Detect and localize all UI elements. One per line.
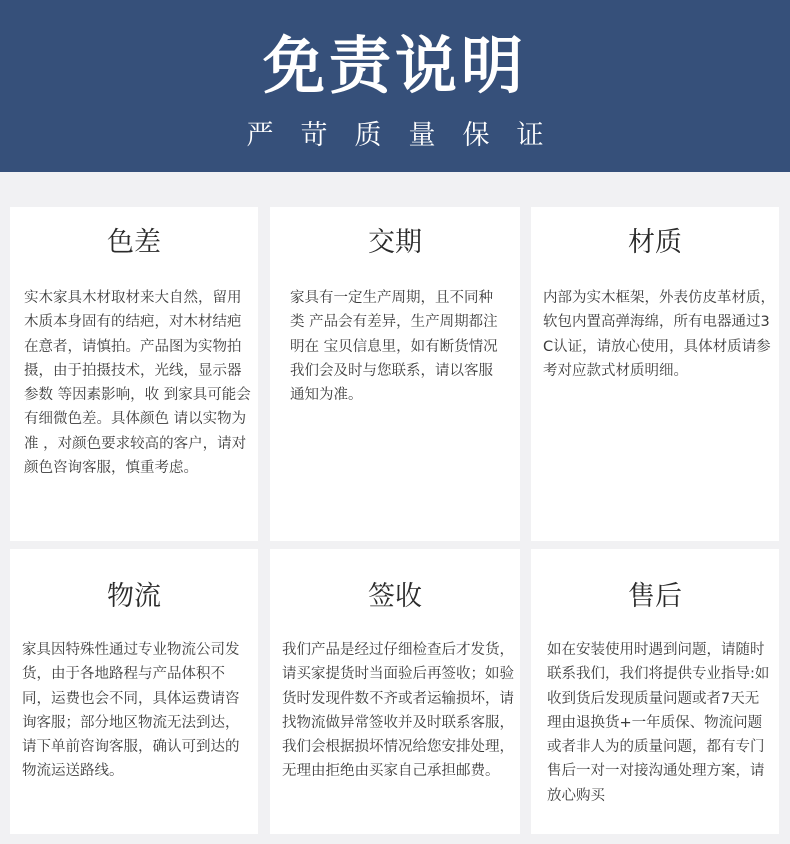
card-text: 我们产品是经过仔细检查后才发货，请买家提货时当面验后再签收；如验货时发现件数不齐或者运输损坏，请找物流做异常签收并及时联系客服，我们会根据损坏情况给您安排处理，无理由拒绝由买家自己承担邮费。 — [282, 642, 514, 780]
card-title: 色差 — [107, 227, 161, 258]
card-text: 内部为实木框架，外表仿皮革材质，软包内置高弹海绵，所有电器通过3C认证，请放心使用，具体材质请参考对应款式材质明细。 — [543, 290, 775, 379]
card-title: 物流 — [107, 581, 161, 612]
card-text: 实木家具木材取材来大自然，留用木质本身固有的结疤，对木材结疤在意者，请慎拍。产品图为实物拍摄，由于拍摄技术，光线，显示器参数 等因素影响，收 到家具可能会有细微色差。具体颜色 请以实物为准 ，对颜色要求较高的客户，请对颜色咨询客服，慎重考虑。 — [24, 290, 251, 477]
card-title: 材质 — [628, 227, 682, 258]
card-material — [531, 207, 779, 541]
header-banner — [0, 0, 790, 172]
card-after-sales — [531, 549, 779, 834]
card-title: 签收 — [368, 581, 422, 612]
card-receipt — [270, 549, 520, 834]
card-logistics — [10, 549, 258, 834]
card-text: 家具因特殊性通过专业物流公司发货，由于各地路程与产品体积不同，运费也会不同，具体运费请咨询客服；部分地区物流无法到达，请下单前咨询客服，确认可到达的物流运送路线。 — [22, 642, 240, 780]
card-text: 如在安装使用时遇到问题，请随时联系我们，我们将提供专业指导:如收到货后发现质量问题或者7天无理由退换货+一年质保、物流问题或者非人为的质量问题，都有专门售后一对一对接沟通处理方案，请放心购买 — [547, 642, 770, 804]
card-delivery-time — [270, 207, 520, 541]
card-title: 交期 — [368, 227, 422, 258]
card-title: 售后 — [628, 581, 682, 612]
card-text: 家具有一定生产周期，且不同种类 产品会有差异，生产周期都注明在 宝贝信息里，如有断货情况我们会及时与您联系，请以客服通知为准。 — [290, 290, 498, 404]
page-subtitle: 严苛质量保证 — [246, 120, 571, 151]
card-color-difference — [10, 207, 258, 541]
page-title: 免责说明 — [262, 29, 527, 102]
